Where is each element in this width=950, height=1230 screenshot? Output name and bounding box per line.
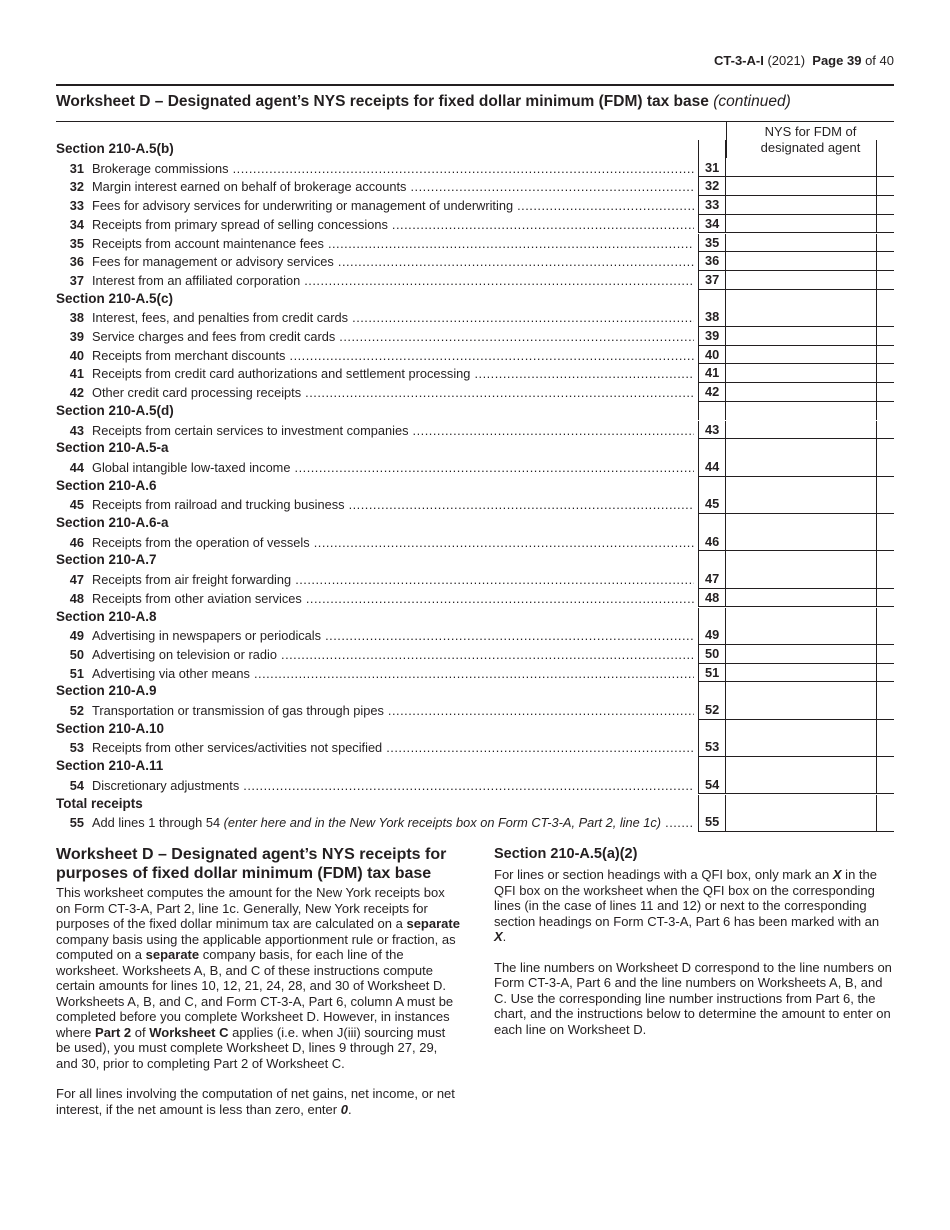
worksheet-line-54 [56,776,894,795]
worksheet-line-39 [56,327,894,346]
line-note: (enter here and in the New York receipts box on Form CT-3-A, Part 2, line 1c) [223,815,662,831]
line-number: 48 [69,590,84,606]
cents-field-45[interactable] [876,495,894,514]
amount-field-45[interactable] [726,495,876,514]
line-number: 39 [69,329,84,344]
line-number: 34 [69,216,84,232]
section-label: Section 210-A.8 [56,608,157,624]
line-label: Advertising in newspapers or periodicals ..... [92,628,694,643]
section-label: Section 210-A.11 [56,758,164,774]
amount-field-35[interactable] [726,234,876,253]
cents-field-50[interactable] [876,645,894,664]
worksheet-line-36 [56,252,894,271]
line-number: 53 [69,740,84,756]
amount-field-38[interactable] [726,308,876,327]
line-box-number: 31 [698,159,726,178]
line-number: 35 [69,235,84,251]
right-paragraph-1: For lines or section headings with a QFI box, only mark an X in the QFI box on the worksheet when the QFI box on the corresponding lines (in the case of lines 11 and 12) or next to the corresponding section headings on Form CT-3-A, Part 6 has been marked with an X. [494,867,880,944]
line-box-number: 39 [698,327,726,346]
worksheet-line-42 [56,383,894,402]
worksheet-line-43 [56,421,894,440]
line-label: Brokerage commissions ..... [92,161,694,176]
amount-field-39[interactable] [726,327,876,346]
line-box-spacer [698,682,726,701]
cents-field-51[interactable] [876,664,894,683]
amount-field-33[interactable] [726,196,876,215]
amount-field-36[interactable] [726,252,876,271]
worksheet-line-47 [56,570,894,589]
worksheet-title [56,93,791,111]
worksheet-line-40 [56,346,894,365]
section-heading [56,720,894,739]
section-label: Total receipts [56,795,143,811]
line-box-spacer [698,439,726,458]
amount-field-37[interactable] [726,271,876,290]
section-label: Section 210-A.9 [56,683,157,699]
line-label: Receipts from merchant discounts ..... [92,348,694,363]
line-label: Receipts from other services/activities not specified ..... [92,740,694,755]
section-heading [56,290,894,309]
amount-field-49[interactable] [726,626,876,645]
cents-spacer [876,608,894,627]
section-heading [56,682,894,701]
left-heading: Worksheet D – Designated agent’s NYS receipts for purposes of fixed dollar minimum (FDM) tax base [56,846,447,882]
page-label: Page [812,53,844,68]
left-text-column [56,845,461,1132]
line-label: Receipts from account maintenance fees ..... [92,236,694,251]
line-number: 52 [69,703,84,718]
worksheet-title-suffix: (continued) [713,93,791,110]
cents-field-55[interactable] [876,813,894,832]
section-heading [56,551,894,570]
line-label: Transportation or transmission of gas through pipes ..... [92,703,694,718]
line-label: Advertising via other means ..... [92,666,694,681]
amount-field-34[interactable] [726,215,876,234]
section-label: Section 210-A.5-a [56,440,169,456]
worksheet-line-33 [56,196,894,215]
line-number: 43 [69,422,84,438]
line-label: Add lines 1 through 54 (enter here and in the New York receipts box on Form CT-3-A, Part 2, line 1c) ..... [92,815,694,830]
cents-field-44[interactable] [876,458,894,477]
line-label: Receipts from other aviation services ..... [92,591,694,606]
cents-spacer [876,682,894,701]
line-number: 41 [69,366,84,382]
cents-spacer [876,290,894,309]
line-number: 46 [69,534,84,550]
cents-spacer [876,514,894,533]
line-label: Service charges and fees from credit cards ..... [92,329,694,344]
line-label: Receipts from credit card authorizations and settlement processing ..... [92,366,694,381]
line-box-number: 44 [698,458,726,477]
cents-field-53[interactable] [876,738,894,757]
amount-field-48[interactable] [726,589,876,608]
section-label: Section 210-A.6-a [56,515,169,530]
line-box-spacer [698,608,726,627]
line-number: 47 [69,572,84,588]
section-label: Section 210-A.5(c) [56,290,174,306]
line-box-number: 35 [698,234,726,253]
line-box-number: 55 [698,813,726,832]
line-label: Other credit card processing receipts ..... [92,385,694,400]
line-box-number: 37 [698,271,726,290]
line-label: Discretionary adjustments ..... [92,778,694,793]
line-number: 54 [69,777,84,793]
section-heading [56,140,894,159]
line-box-spacer [698,551,726,570]
line-number: 42 [69,385,84,401]
worksheet-line-46 [56,533,894,552]
line-box-spacer [698,402,726,421]
cents-field-46[interactable] [876,533,894,552]
line-box-number: 42 [698,383,726,402]
line-number: 40 [69,347,84,363]
worksheet-line-35 [56,234,894,253]
line-number: 49 [69,628,84,644]
line-box-number: 54 [698,776,726,795]
worksheet-line-51 [56,664,894,683]
line-label: Interest, fees, and penalties from credit cards ..... [92,310,694,325]
line-number: 38 [69,310,84,326]
section-heading [56,795,894,814]
cents-field-41[interactable] [876,364,894,383]
line-box-spacer [698,514,726,533]
worksheet-line-52 [56,701,894,720]
line-box-number: 46 [698,533,726,552]
line-box-spacer [698,757,726,776]
line-box-number: 41 [698,364,726,383]
column-header-line2: designated agent [760,140,861,155]
line-number: 31 [69,160,84,176]
line-box-number: 53 [698,738,726,757]
worksheet-line-34 [56,215,894,234]
amount-field-53[interactable] [726,738,876,757]
line-number: 36 [69,254,84,270]
line-label: Advertising on television or radio ..... [92,647,694,662]
amount-field-47[interactable] [726,570,876,589]
amount-field-54[interactable] [726,776,876,795]
line-label: Receipts from the operation of vessels ..... [92,535,694,550]
line-number: 37 [69,272,84,288]
amount-field-42[interactable] [726,383,876,402]
line-number: 44 [69,459,84,475]
page-header [714,53,894,68]
amount-field-43[interactable] [726,421,876,440]
cents-field-38[interactable] [876,308,894,327]
line-box-number: 49 [698,626,726,645]
page-number: 39 [846,53,862,68]
amount-field-31[interactable] [726,159,876,178]
cents-field-32[interactable] [876,177,894,196]
section-heading [56,514,894,533]
worksheet-line-48 [56,589,894,608]
section-heading [56,757,894,776]
line-label: Interest from an affiliated corporation ..... [92,273,694,288]
cents-field-47[interactable] [876,570,894,589]
worksheet-line-49 [56,626,894,645]
cents-field-43[interactable] [876,421,894,440]
line-box-spacer [698,720,726,739]
worksheet-line-53 [56,738,894,757]
cents-field-52[interactable] [876,701,894,720]
line-label: Receipts from railroad and trucking business ..... [92,497,694,512]
amount-field-52[interactable] [726,701,876,720]
section-heading [56,439,894,458]
page-total: of 40 [865,53,894,68]
section-label: Section 210-A.6 [56,477,157,493]
line-label: Margin interest earned on behalf of brokerage accounts ..... [92,179,694,194]
cents-field-42[interactable] [876,383,894,402]
line-label: Fees for advisory services for underwriting or management of underwriting ..... [92,198,694,213]
right-text-column [494,845,894,1052]
line-label: Receipts from primary spread of selling concessions ..... [92,217,694,232]
cents-spacer [876,140,894,159]
amount-field-40[interactable] [726,346,876,365]
line-number: 55 [69,815,84,831]
line-box-number: 38 [698,308,726,327]
amount-field-44[interactable] [726,458,876,477]
line-box-spacer [698,477,726,496]
worksheet-line-50 [56,645,894,664]
line-box-spacer [698,140,726,159]
amount-field-41[interactable] [726,364,876,383]
cents-spacer [876,720,894,739]
cents-field-54[interactable] [876,776,894,795]
line-box-number: 33 [698,196,726,215]
cents-field-34[interactable] [876,215,894,234]
right-paragraph-2: The line numbers on Worksheet D correspond to the line numbers on Form CT-3-A, Part 6 and the line numbers on Worksheets A, B, and C. Use the corresponding line number instructions from Part 6, the chart, and the instructions below to determine the amount to enter on each line on Worksheet D. [494,959,892,1037]
amount-field-51[interactable] [726,664,876,683]
line-number: 51 [69,665,84,681]
cents-field-40[interactable] [876,346,894,365]
worksheet-line-41 [56,364,894,383]
line-number: 32 [69,179,84,195]
section-label: Section 210-A.10 [56,720,165,736]
worksheet-line-38 [56,308,894,327]
cents-spacer [876,551,894,570]
line-box-number: 36 [698,252,726,271]
right-heading: Section 210-A.5(a)(2) [494,846,638,862]
cents-spacer [876,477,894,496]
line-box-number: 47 [698,570,726,589]
cents-field-37[interactable] [876,271,894,290]
line-box-number: 45 [698,495,726,514]
form-year: (2021) [767,53,806,68]
column-header-line1: NYS for FDM of [764,124,857,139]
line-box-spacer [698,795,726,814]
cents-field-35[interactable] [876,234,894,253]
line-label: Receipts from certain services to investment companies ..... [92,423,694,438]
cents-field-33[interactable] [876,196,894,215]
cents-spacer [876,795,894,814]
worksheet-line-44 [56,458,894,477]
amount-field-50[interactable] [726,645,876,664]
left-paragraph-2: For all lines involving the computation of net gains, net income, or net interest, if the net amount is less than zero, enter 0. [56,1086,455,1117]
line-box-number: 43 [698,421,726,440]
cents-spacer [876,402,894,421]
line-box-number: 50 [698,645,726,664]
section-heading [56,608,894,627]
cents-spacer [876,439,894,458]
cents-spacer [876,757,894,776]
line-box-number: 51 [698,664,726,683]
line-box-number: 52 [698,701,726,720]
line-box-number: 48 [698,589,726,608]
cents-field-36[interactable] [876,252,894,271]
line-number: 33 [69,198,84,214]
line-box-number: 40 [698,346,726,365]
amount-field-55[interactable] [726,813,876,832]
header-rule [56,84,894,86]
section-label: Section 210-A.5(d) [56,402,174,418]
section-heading [56,477,894,496]
amount-field-46[interactable] [726,533,876,552]
left-paragraph-1: This worksheet computes the amount for the New York receipts box on Form CT-3-A, Part 2, line 1c. Generally, New York receipts for purposes of the fixed dollar minimum tax are calculated on a separate company basis using the applicable apportionment rule or fraction, as computed on a separate company basis, for each line of the worksheet. Worksheets A, B, and C of these instructions compute certain amounts for lines 10, 12, 21, 24, 28, and 30 of Worksheet D. Worksheets A, B, and C, and Form CT-3-A, Part 6, column A must be completed before you complete Worksheet D. However, in instances where Part 2 of Worksheet C applies (i.e. when J(iii) sourcing must be used), you must complete Worksheet D, lines 9 through 27, 29, and 30, prior to completing Part 2 of Worksheet C. [56,885,460,1071]
worksheet-line-55 [56,813,894,832]
worksheet-line-37 [56,271,894,290]
line-label: Fees for management or advisory services ..... [92,254,694,269]
form-id: CT-3-A-I [714,53,764,68]
line-number: 45 [69,497,84,513]
section-label: Section 210-A.5(b) [56,141,174,156]
line-box-number: 34 [698,215,726,234]
worksheet-line-32 [56,177,894,196]
worksheet-title-text: Worksheet D – Designated agent’s NYS receipts for fixed dollar minimum (FDM) tax base [56,93,709,110]
cents-field-39[interactable] [876,327,894,346]
worksheet-line-31 [56,159,894,178]
section-heading [56,402,894,421]
line-number: 50 [69,646,84,662]
cents-field-31[interactable] [876,159,894,178]
cents-field-49[interactable] [876,626,894,645]
amount-field-32[interactable] [726,177,876,196]
line-label: Receipts from air freight forwarding ..... [92,572,694,587]
line-label: Global intangible low-taxed income ..... [92,460,694,475]
section-label: Section 210-A.7 [56,552,157,568]
line-box-spacer [698,290,726,309]
cents-field-48[interactable] [876,589,894,608]
line-box-number: 32 [698,177,726,196]
worksheet-line-45 [56,495,894,514]
